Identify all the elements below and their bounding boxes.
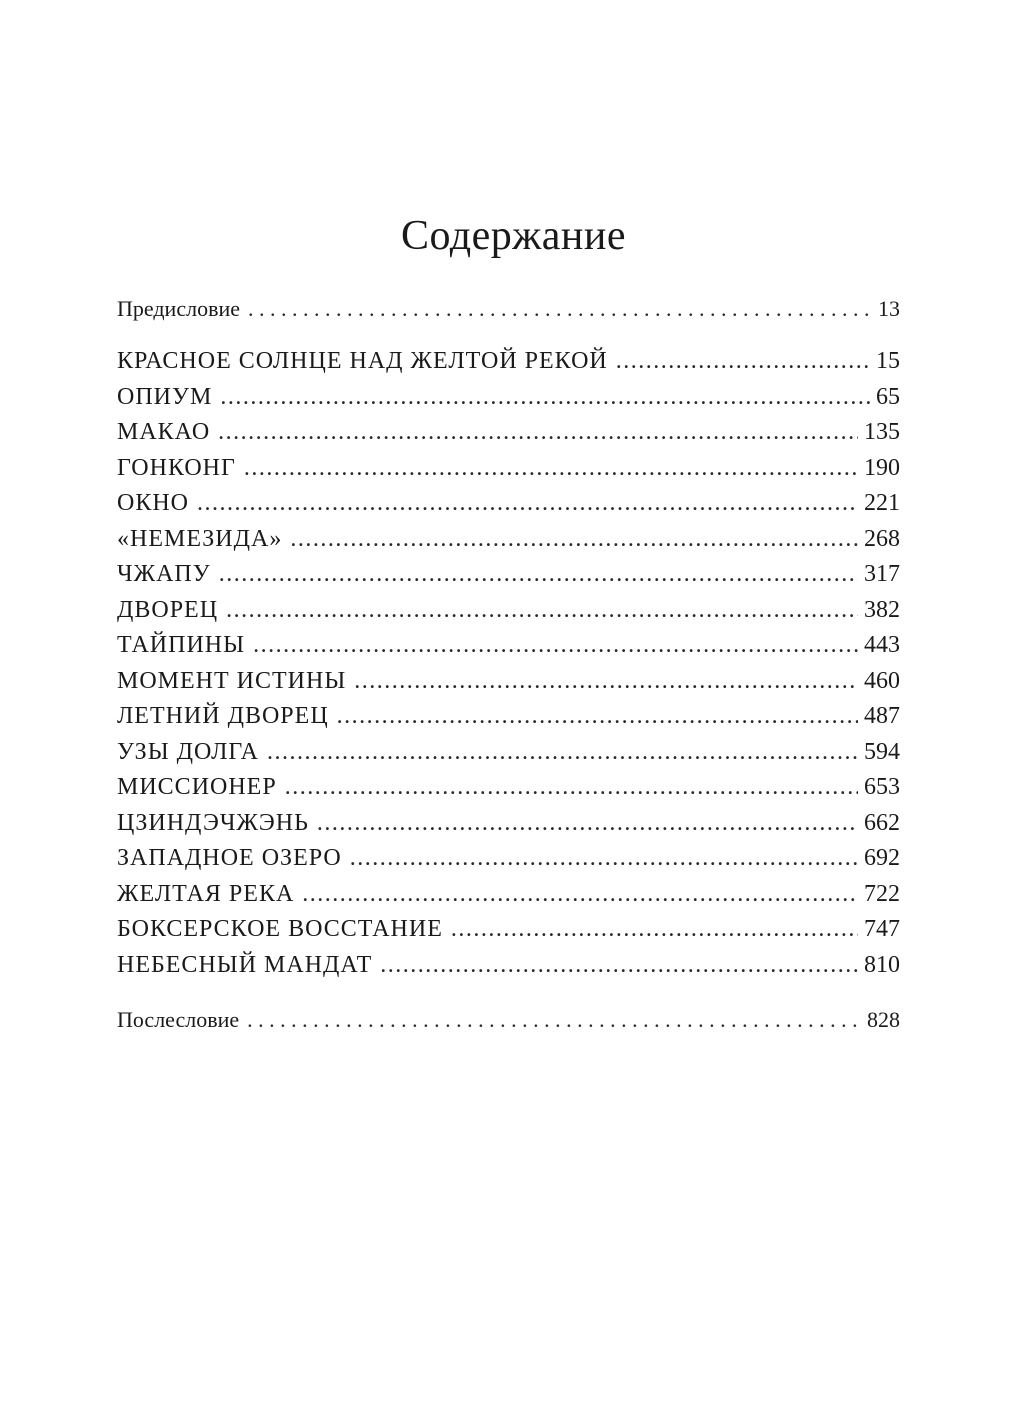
toc-entry-chapter[interactable] bbox=[117, 916, 900, 946]
dot-leader bbox=[285, 774, 858, 801]
dot-leader bbox=[380, 952, 858, 979]
dot-leader bbox=[226, 597, 858, 624]
toc-entry-label: НЕБЕСНЫЙ МАНДАТ bbox=[117, 952, 373, 978]
toc-entry-chapter[interactable] bbox=[117, 739, 900, 769]
toc-entry-chapter[interactable] bbox=[117, 810, 900, 840]
toc-entry-page: 487 bbox=[864, 703, 900, 729]
dot-leader bbox=[253, 632, 858, 659]
toc-entry-chapter[interactable] bbox=[117, 632, 900, 662]
toc-entry-label: ЗАПАДНОЕ ОЗЕРО bbox=[117, 845, 342, 871]
toc-entry-label: БОКСЕРСКОЕ ВОССТАНИЕ bbox=[117, 916, 443, 942]
dot-leader bbox=[354, 668, 858, 695]
toc-entry-chapter[interactable] bbox=[117, 703, 900, 733]
toc-entry-chapter[interactable] bbox=[117, 348, 900, 378]
dot-leader bbox=[337, 703, 858, 730]
toc-entry-preface[interactable] bbox=[117, 296, 900, 326]
toc-entry-label: КРАСНОЕ СОЛНЦЕ НАД ЖЕЛТОЙ РЕКОЙ bbox=[117, 348, 608, 374]
dot-leader bbox=[290, 526, 858, 553]
toc-entry-chapter[interactable] bbox=[117, 845, 900, 875]
toc-entry-page: 828 bbox=[867, 1007, 900, 1032]
toc-entry-label: МИССИОНЕР bbox=[117, 774, 277, 800]
toc-entry-chapter[interactable] bbox=[117, 668, 900, 698]
toc-entry-label: Предисловие bbox=[117, 296, 240, 321]
dot-leader bbox=[317, 810, 858, 837]
toc-entry-chapter[interactable] bbox=[117, 881, 900, 911]
toc-entry-chapter[interactable] bbox=[117, 597, 900, 627]
toc-entry-chapter[interactable] bbox=[117, 384, 900, 414]
toc-entry-label: ОПИУМ bbox=[117, 384, 213, 410]
toc-entry-label: МОМЕНТ ИСТИНЫ bbox=[117, 668, 347, 694]
toc-entry-page: 662 bbox=[864, 810, 900, 836]
toc-entry-label: УЗЫ ДОЛГА bbox=[117, 739, 260, 765]
page-title: Содержание bbox=[400, 213, 627, 259]
dot-leader bbox=[247, 1007, 861, 1033]
toc-entry-label: ДВОРЕЦ bbox=[117, 597, 219, 623]
toc-entry-page: 747 bbox=[864, 916, 900, 942]
dot-leader bbox=[218, 419, 858, 446]
dot-leader bbox=[451, 916, 858, 943]
dot-leader bbox=[350, 845, 858, 872]
dot-leader bbox=[244, 455, 858, 482]
toc-entry-page: 13 bbox=[878, 296, 900, 321]
toc-entry-page: 221 bbox=[864, 490, 900, 516]
toc-entry-page: 594 bbox=[864, 739, 900, 765]
toc-entry-label: «НЕМЕЗИДА» bbox=[117, 526, 283, 552]
toc-entry-page: 692 bbox=[864, 845, 900, 871]
toc-entry-chapter[interactable] bbox=[117, 490, 900, 520]
toc-entry-afterword[interactable] bbox=[117, 1007, 900, 1037]
toc-entry-page: 382 bbox=[864, 597, 900, 623]
toc-entry-page: 810 bbox=[864, 952, 900, 978]
toc-entry-chapter[interactable] bbox=[117, 952, 900, 982]
toc-entry-page: 653 bbox=[864, 774, 900, 800]
dot-leader bbox=[219, 561, 858, 588]
toc-entry-page: 460 bbox=[864, 668, 900, 694]
dot-leader bbox=[197, 490, 858, 517]
dot-leader bbox=[267, 739, 858, 766]
toc-entry-label: МАКАО bbox=[117, 419, 211, 445]
dot-leader bbox=[616, 348, 870, 375]
toc-entry-label: ГОНКОНГ bbox=[117, 455, 236, 481]
toc-entry-chapter[interactable] bbox=[117, 561, 900, 591]
toc-entry-page: 190 bbox=[864, 455, 900, 481]
toc-entry-label: ЛЕТНИЙ ДВОРЕЦ bbox=[117, 703, 329, 729]
dot-leader bbox=[302, 881, 858, 908]
toc-entry-label: ТАЙПИНЫ bbox=[117, 632, 246, 658]
toc-entry-page: 15 bbox=[876, 348, 900, 374]
toc-entry-chapter[interactable] bbox=[117, 774, 900, 804]
toc-entry-page: 722 bbox=[864, 881, 900, 907]
toc-entry-chapter[interactable] bbox=[117, 526, 900, 556]
toc-entry-page: 317 bbox=[864, 561, 900, 587]
toc-entry-label: ЧЖАПУ bbox=[117, 561, 211, 587]
toc-entry-page: 65 bbox=[876, 384, 900, 410]
toc-entry-chapter[interactable] bbox=[117, 419, 900, 449]
toc-entry-label: ОКНО bbox=[117, 490, 190, 516]
toc-entry-chapter[interactable] bbox=[117, 455, 900, 485]
toc-entry-label: ЖЕЛТАЯ РЕКА bbox=[117, 881, 295, 907]
toc-entry-page: 268 bbox=[864, 526, 900, 552]
dot-leader bbox=[248, 296, 872, 322]
dot-leader bbox=[220, 384, 870, 411]
toc-entry-page: 135 bbox=[864, 419, 900, 445]
toc-entry-label: ЦЗИНДЭЧЖЭНЬ bbox=[117, 810, 309, 836]
toc-entry-page: 443 bbox=[864, 632, 900, 658]
toc-entry-label: Послесловие bbox=[117, 1007, 240, 1032]
